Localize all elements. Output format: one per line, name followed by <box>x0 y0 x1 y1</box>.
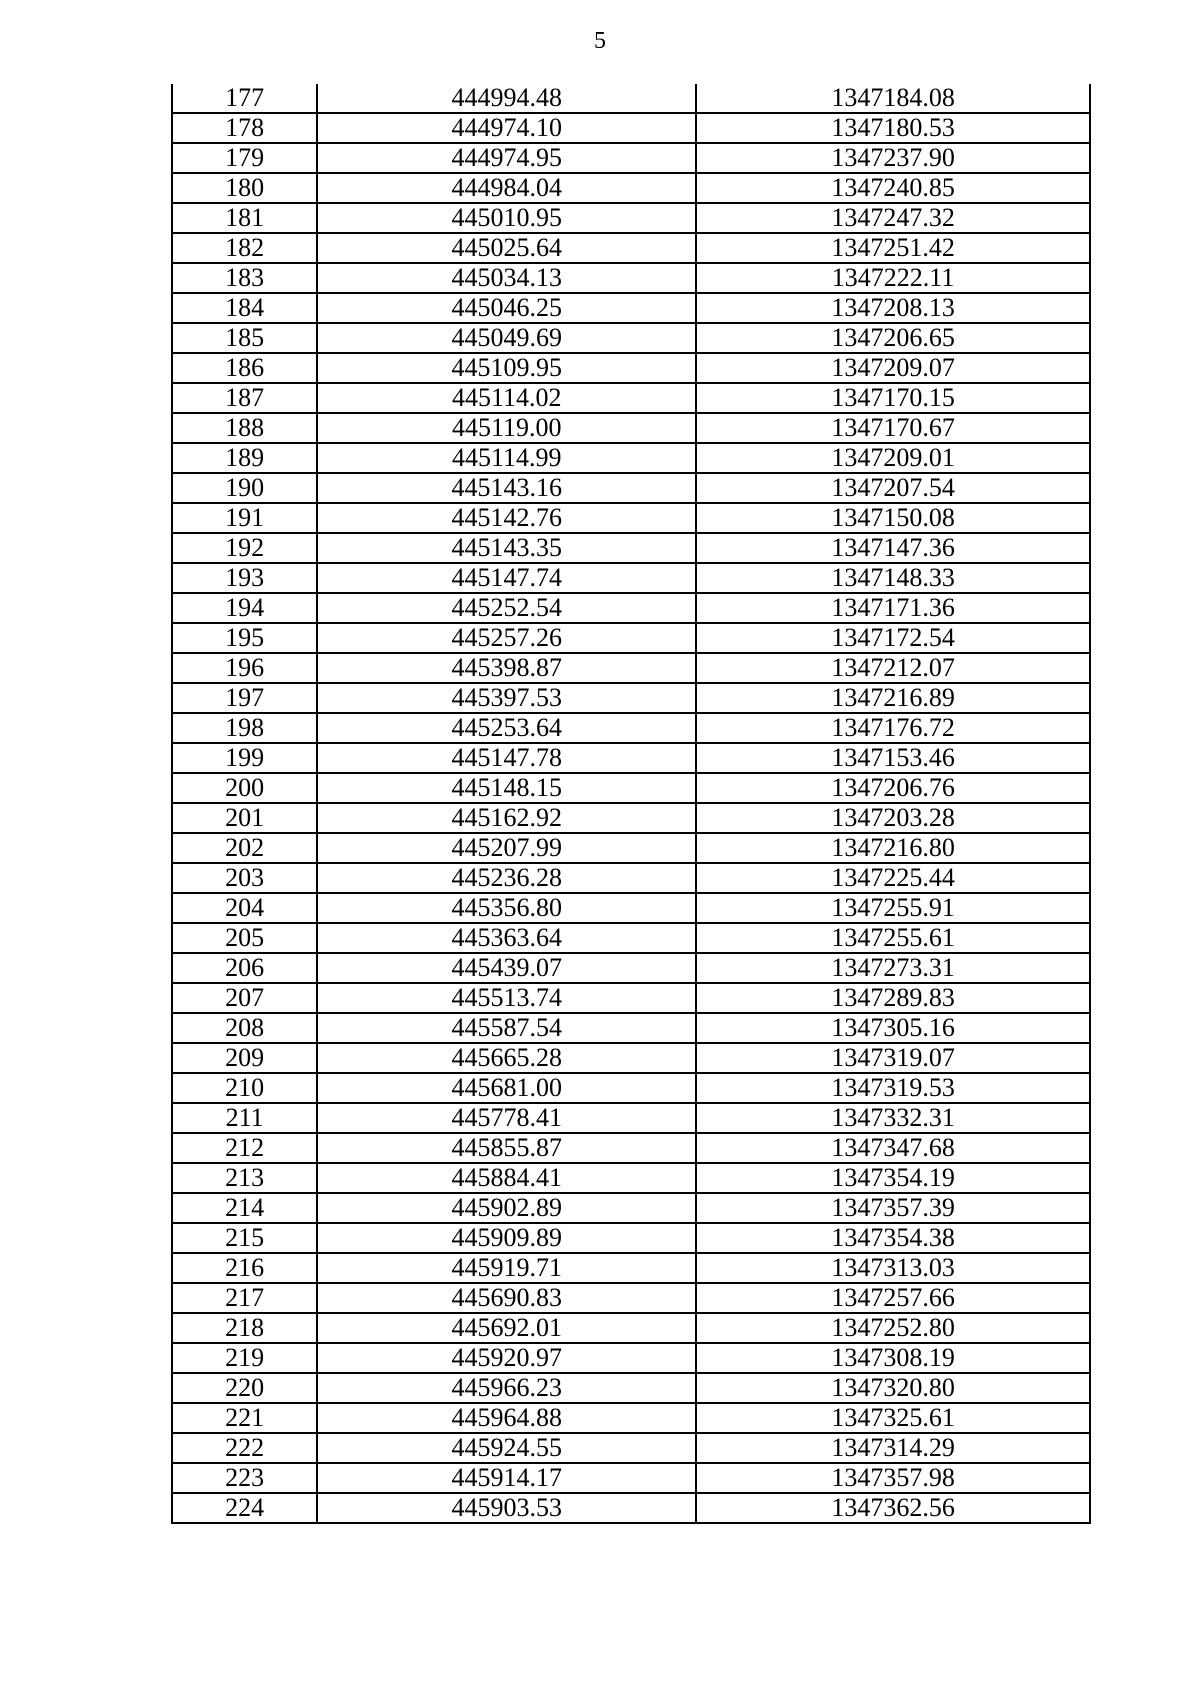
point-number-cell: 191 <box>172 503 317 533</box>
point-number-cell: 202 <box>172 833 317 863</box>
table-row <box>172 653 1090 683</box>
table-row <box>172 1253 1090 1283</box>
x-coordinate-cell: 445920.97 <box>317 1343 696 1373</box>
table-row <box>172 713 1090 743</box>
point-number-cell: 212 <box>172 1133 317 1163</box>
point-number-cell: 188 <box>172 413 317 443</box>
y-coordinate-cell: 1347209.07 <box>696 353 1090 383</box>
y-coordinate-cell: 1347180.53 <box>696 113 1090 143</box>
x-coordinate-cell: 445398.87 <box>317 653 696 683</box>
point-number-cell: 179 <box>172 143 317 173</box>
x-coordinate-cell: 445884.41 <box>317 1163 696 1193</box>
point-number-cell: 196 <box>172 653 317 683</box>
y-coordinate-cell: 1347255.91 <box>696 893 1090 923</box>
x-coordinate-cell: 445049.69 <box>317 323 696 353</box>
x-coordinate-cell: 445010.95 <box>317 203 696 233</box>
x-coordinate-cell: 445363.64 <box>317 923 696 953</box>
point-number-cell: 180 <box>172 173 317 203</box>
point-number-cell: 200 <box>172 773 317 803</box>
y-coordinate-cell: 1347273.31 <box>696 953 1090 983</box>
y-coordinate-cell: 1347222.11 <box>696 263 1090 293</box>
table-row <box>172 113 1090 143</box>
table-row <box>172 263 1090 293</box>
point-number-cell: 215 <box>172 1223 317 1253</box>
y-coordinate-cell: 1347147.36 <box>696 533 1090 563</box>
table-row <box>172 863 1090 893</box>
point-number-cell: 210 <box>172 1073 317 1103</box>
x-coordinate-cell: 445855.87 <box>317 1133 696 1163</box>
point-number-cell: 177 <box>172 84 317 113</box>
point-number-cell: 217 <box>172 1283 317 1313</box>
y-coordinate-cell: 1347207.54 <box>696 473 1090 503</box>
point-number-cell: 183 <box>172 263 317 293</box>
point-number-cell: 182 <box>172 233 317 263</box>
x-coordinate-cell: 445257.26 <box>317 623 696 653</box>
table-row <box>172 503 1090 533</box>
table-row <box>172 923 1090 953</box>
table-row <box>172 683 1090 713</box>
point-number-cell: 205 <box>172 923 317 953</box>
x-coordinate-cell: 445681.00 <box>317 1073 696 1103</box>
y-coordinate-cell: 1347206.76 <box>696 773 1090 803</box>
x-coordinate-cell: 445147.74 <box>317 563 696 593</box>
table-row <box>172 893 1090 923</box>
table-row <box>172 953 1090 983</box>
x-coordinate-cell: 445902.89 <box>317 1193 696 1223</box>
x-coordinate-cell: 445690.83 <box>317 1283 696 1313</box>
x-coordinate-cell: 445148.15 <box>317 773 696 803</box>
point-number-cell: 222 <box>172 1433 317 1463</box>
x-coordinate-cell: 445914.17 <box>317 1463 696 1493</box>
y-coordinate-cell: 1347170.15 <box>696 383 1090 413</box>
point-number-cell: 223 <box>172 1463 317 1493</box>
table-row <box>172 1043 1090 1073</box>
y-coordinate-cell: 1347252.80 <box>696 1313 1090 1343</box>
y-coordinate-cell: 1347206.65 <box>696 323 1090 353</box>
point-number-cell: 208 <box>172 1013 317 1043</box>
x-coordinate-cell: 445778.41 <box>317 1103 696 1133</box>
point-number-cell: 219 <box>172 1343 317 1373</box>
table-row <box>172 803 1090 833</box>
x-coordinate-cell: 445207.99 <box>317 833 696 863</box>
y-coordinate-cell: 1347251.42 <box>696 233 1090 263</box>
x-coordinate-cell: 445252.54 <box>317 593 696 623</box>
y-coordinate-cell: 1347176.72 <box>696 713 1090 743</box>
point-number-cell: 204 <box>172 893 317 923</box>
table-row <box>172 173 1090 203</box>
point-number-cell: 216 <box>172 1253 317 1283</box>
table-row <box>172 353 1090 383</box>
y-coordinate-cell: 1347172.54 <box>696 623 1090 653</box>
x-coordinate-cell: 445966.23 <box>317 1373 696 1403</box>
x-coordinate-cell: 445356.80 <box>317 893 696 923</box>
x-coordinate-cell: 444974.10 <box>317 113 696 143</box>
y-coordinate-cell: 1347354.19 <box>696 1163 1090 1193</box>
y-coordinate-cell: 1347225.44 <box>696 863 1090 893</box>
y-coordinate-cell: 1347357.39 <box>696 1193 1090 1223</box>
y-coordinate-cell: 1347216.80 <box>696 833 1090 863</box>
table-row <box>172 203 1090 233</box>
y-coordinate-cell: 1347332.31 <box>696 1103 1090 1133</box>
point-number-cell: 207 <box>172 983 317 1013</box>
x-coordinate-cell: 445692.01 <box>317 1313 696 1343</box>
table-row <box>172 593 1090 623</box>
x-coordinate-cell: 445513.74 <box>317 983 696 1013</box>
point-number-cell: 214 <box>172 1193 317 1223</box>
point-number-cell: 193 <box>172 563 317 593</box>
point-number-cell: 178 <box>172 113 317 143</box>
point-number-cell: 190 <box>172 473 317 503</box>
table-row <box>172 1373 1090 1403</box>
point-number-cell: 192 <box>172 533 317 563</box>
x-coordinate-cell: 445397.53 <box>317 683 696 713</box>
y-coordinate-cell: 1347184.08 <box>696 84 1090 113</box>
y-coordinate-cell: 1347257.66 <box>696 1283 1090 1313</box>
table-row <box>172 623 1090 653</box>
y-coordinate-cell: 1347325.61 <box>696 1403 1090 1433</box>
point-number-cell: 218 <box>172 1313 317 1343</box>
x-coordinate-cell: 445147.78 <box>317 743 696 773</box>
coordinates-table <box>171 84 1091 1524</box>
point-number-cell: 197 <box>172 683 317 713</box>
x-coordinate-cell: 445964.88 <box>317 1403 696 1433</box>
table-row <box>172 293 1090 323</box>
y-coordinate-cell: 1347354.38 <box>696 1223 1090 1253</box>
table-row <box>172 533 1090 563</box>
table-row <box>172 1433 1090 1463</box>
table-row <box>172 1013 1090 1043</box>
point-number-cell: 195 <box>172 623 317 653</box>
y-coordinate-cell: 1347314.29 <box>696 1433 1090 1463</box>
x-coordinate-cell: 445924.55 <box>317 1433 696 1463</box>
table-row <box>172 233 1090 263</box>
point-number-cell: 209 <box>172 1043 317 1073</box>
point-number-cell: 187 <box>172 383 317 413</box>
point-number-cell: 224 <box>172 1493 317 1523</box>
table-row <box>172 413 1090 443</box>
table-row <box>172 1313 1090 1343</box>
table-row <box>172 983 1090 1013</box>
y-coordinate-cell: 1347308.19 <box>696 1343 1090 1373</box>
x-coordinate-cell: 445114.99 <box>317 443 696 473</box>
x-coordinate-cell: 445253.64 <box>317 713 696 743</box>
table-row <box>172 563 1090 593</box>
x-coordinate-cell: 445142.76 <box>317 503 696 533</box>
coordinates-table-body <box>172 84 1090 1523</box>
y-coordinate-cell: 1347347.68 <box>696 1133 1090 1163</box>
y-coordinate-cell: 1347305.16 <box>696 1013 1090 1043</box>
table-row <box>172 1223 1090 1253</box>
x-coordinate-cell: 445236.28 <box>317 863 696 893</box>
point-number-cell: 181 <box>172 203 317 233</box>
x-coordinate-cell: 445109.95 <box>317 353 696 383</box>
x-coordinate-cell: 445034.13 <box>317 263 696 293</box>
table-row <box>172 1133 1090 1163</box>
table-row <box>172 383 1090 413</box>
x-coordinate-cell: 445919.71 <box>317 1253 696 1283</box>
y-coordinate-cell: 1347237.90 <box>696 143 1090 173</box>
y-coordinate-cell: 1347289.83 <box>696 983 1090 1013</box>
table-row <box>172 1103 1090 1133</box>
y-coordinate-cell: 1347255.61 <box>696 923 1090 953</box>
table-row <box>172 1283 1090 1313</box>
x-coordinate-cell: 444974.95 <box>317 143 696 173</box>
table-row <box>172 1403 1090 1433</box>
table-row <box>172 743 1090 773</box>
point-number-cell: 185 <box>172 323 317 353</box>
y-coordinate-cell: 1347240.85 <box>696 173 1090 203</box>
x-coordinate-cell: 445025.64 <box>317 233 696 263</box>
y-coordinate-cell: 1347171.36 <box>696 593 1090 623</box>
x-coordinate-cell: 445046.25 <box>317 293 696 323</box>
x-coordinate-cell: 445909.89 <box>317 1223 696 1253</box>
point-number-cell: 206 <box>172 953 317 983</box>
x-coordinate-cell: 445143.16 <box>317 473 696 503</box>
table-row <box>172 1343 1090 1373</box>
point-number-cell: 201 <box>172 803 317 833</box>
point-number-cell: 184 <box>172 293 317 323</box>
table-row <box>172 773 1090 803</box>
table-row <box>172 833 1090 863</box>
y-coordinate-cell: 1347313.03 <box>696 1253 1090 1283</box>
point-number-cell: 221 <box>172 1403 317 1433</box>
y-coordinate-cell: 1347319.53 <box>696 1073 1090 1103</box>
y-coordinate-cell: 1347319.07 <box>696 1043 1090 1073</box>
x-coordinate-cell: 445114.02 <box>317 383 696 413</box>
x-coordinate-cell: 445587.54 <box>317 1013 696 1043</box>
y-coordinate-cell: 1347209.01 <box>696 443 1090 473</box>
table-row <box>172 1493 1090 1523</box>
table-row <box>172 1163 1090 1193</box>
table-row <box>172 473 1090 503</box>
y-coordinate-cell: 1347153.46 <box>696 743 1090 773</box>
point-number-cell: 198 <box>172 713 317 743</box>
point-number-cell: 199 <box>172 743 317 773</box>
y-coordinate-cell: 1347320.80 <box>696 1373 1090 1403</box>
x-coordinate-cell: 445143.35 <box>317 533 696 563</box>
table-row <box>172 143 1090 173</box>
table-row <box>172 443 1090 473</box>
point-number-cell: 189 <box>172 443 317 473</box>
y-coordinate-cell: 1347148.33 <box>696 563 1090 593</box>
y-coordinate-cell: 1347170.67 <box>696 413 1090 443</box>
point-number-cell: 220 <box>172 1373 317 1403</box>
table-row <box>172 84 1090 113</box>
point-number-cell: 211 <box>172 1103 317 1133</box>
y-coordinate-cell: 1347362.56 <box>696 1493 1090 1523</box>
point-number-cell: 213 <box>172 1163 317 1193</box>
y-coordinate-cell: 1347247.32 <box>696 203 1090 233</box>
y-coordinate-cell: 1347208.13 <box>696 293 1090 323</box>
point-number-cell: 203 <box>172 863 317 893</box>
x-coordinate-cell: 445162.92 <box>317 803 696 833</box>
y-coordinate-cell: 1347212.07 <box>696 653 1090 683</box>
y-coordinate-cell: 1347216.89 <box>696 683 1090 713</box>
x-coordinate-cell: 445665.28 <box>317 1043 696 1073</box>
table-row <box>172 1073 1090 1103</box>
table-row <box>172 323 1090 353</box>
page-number: 5 <box>594 28 606 54</box>
table-row <box>172 1193 1090 1223</box>
x-coordinate-cell: 445903.53 <box>317 1493 696 1523</box>
y-coordinate-cell: 1347150.08 <box>696 503 1090 533</box>
table-row <box>172 1463 1090 1493</box>
x-coordinate-cell: 445119.00 <box>317 413 696 443</box>
y-coordinate-cell: 1347357.98 <box>696 1463 1090 1493</box>
y-coordinate-cell: 1347203.28 <box>696 803 1090 833</box>
point-number-cell: 186 <box>172 353 317 383</box>
x-coordinate-cell: 444984.04 <box>317 173 696 203</box>
x-coordinate-cell: 444994.48 <box>317 84 696 113</box>
point-number-cell: 194 <box>172 593 317 623</box>
x-coordinate-cell: 445439.07 <box>317 953 696 983</box>
